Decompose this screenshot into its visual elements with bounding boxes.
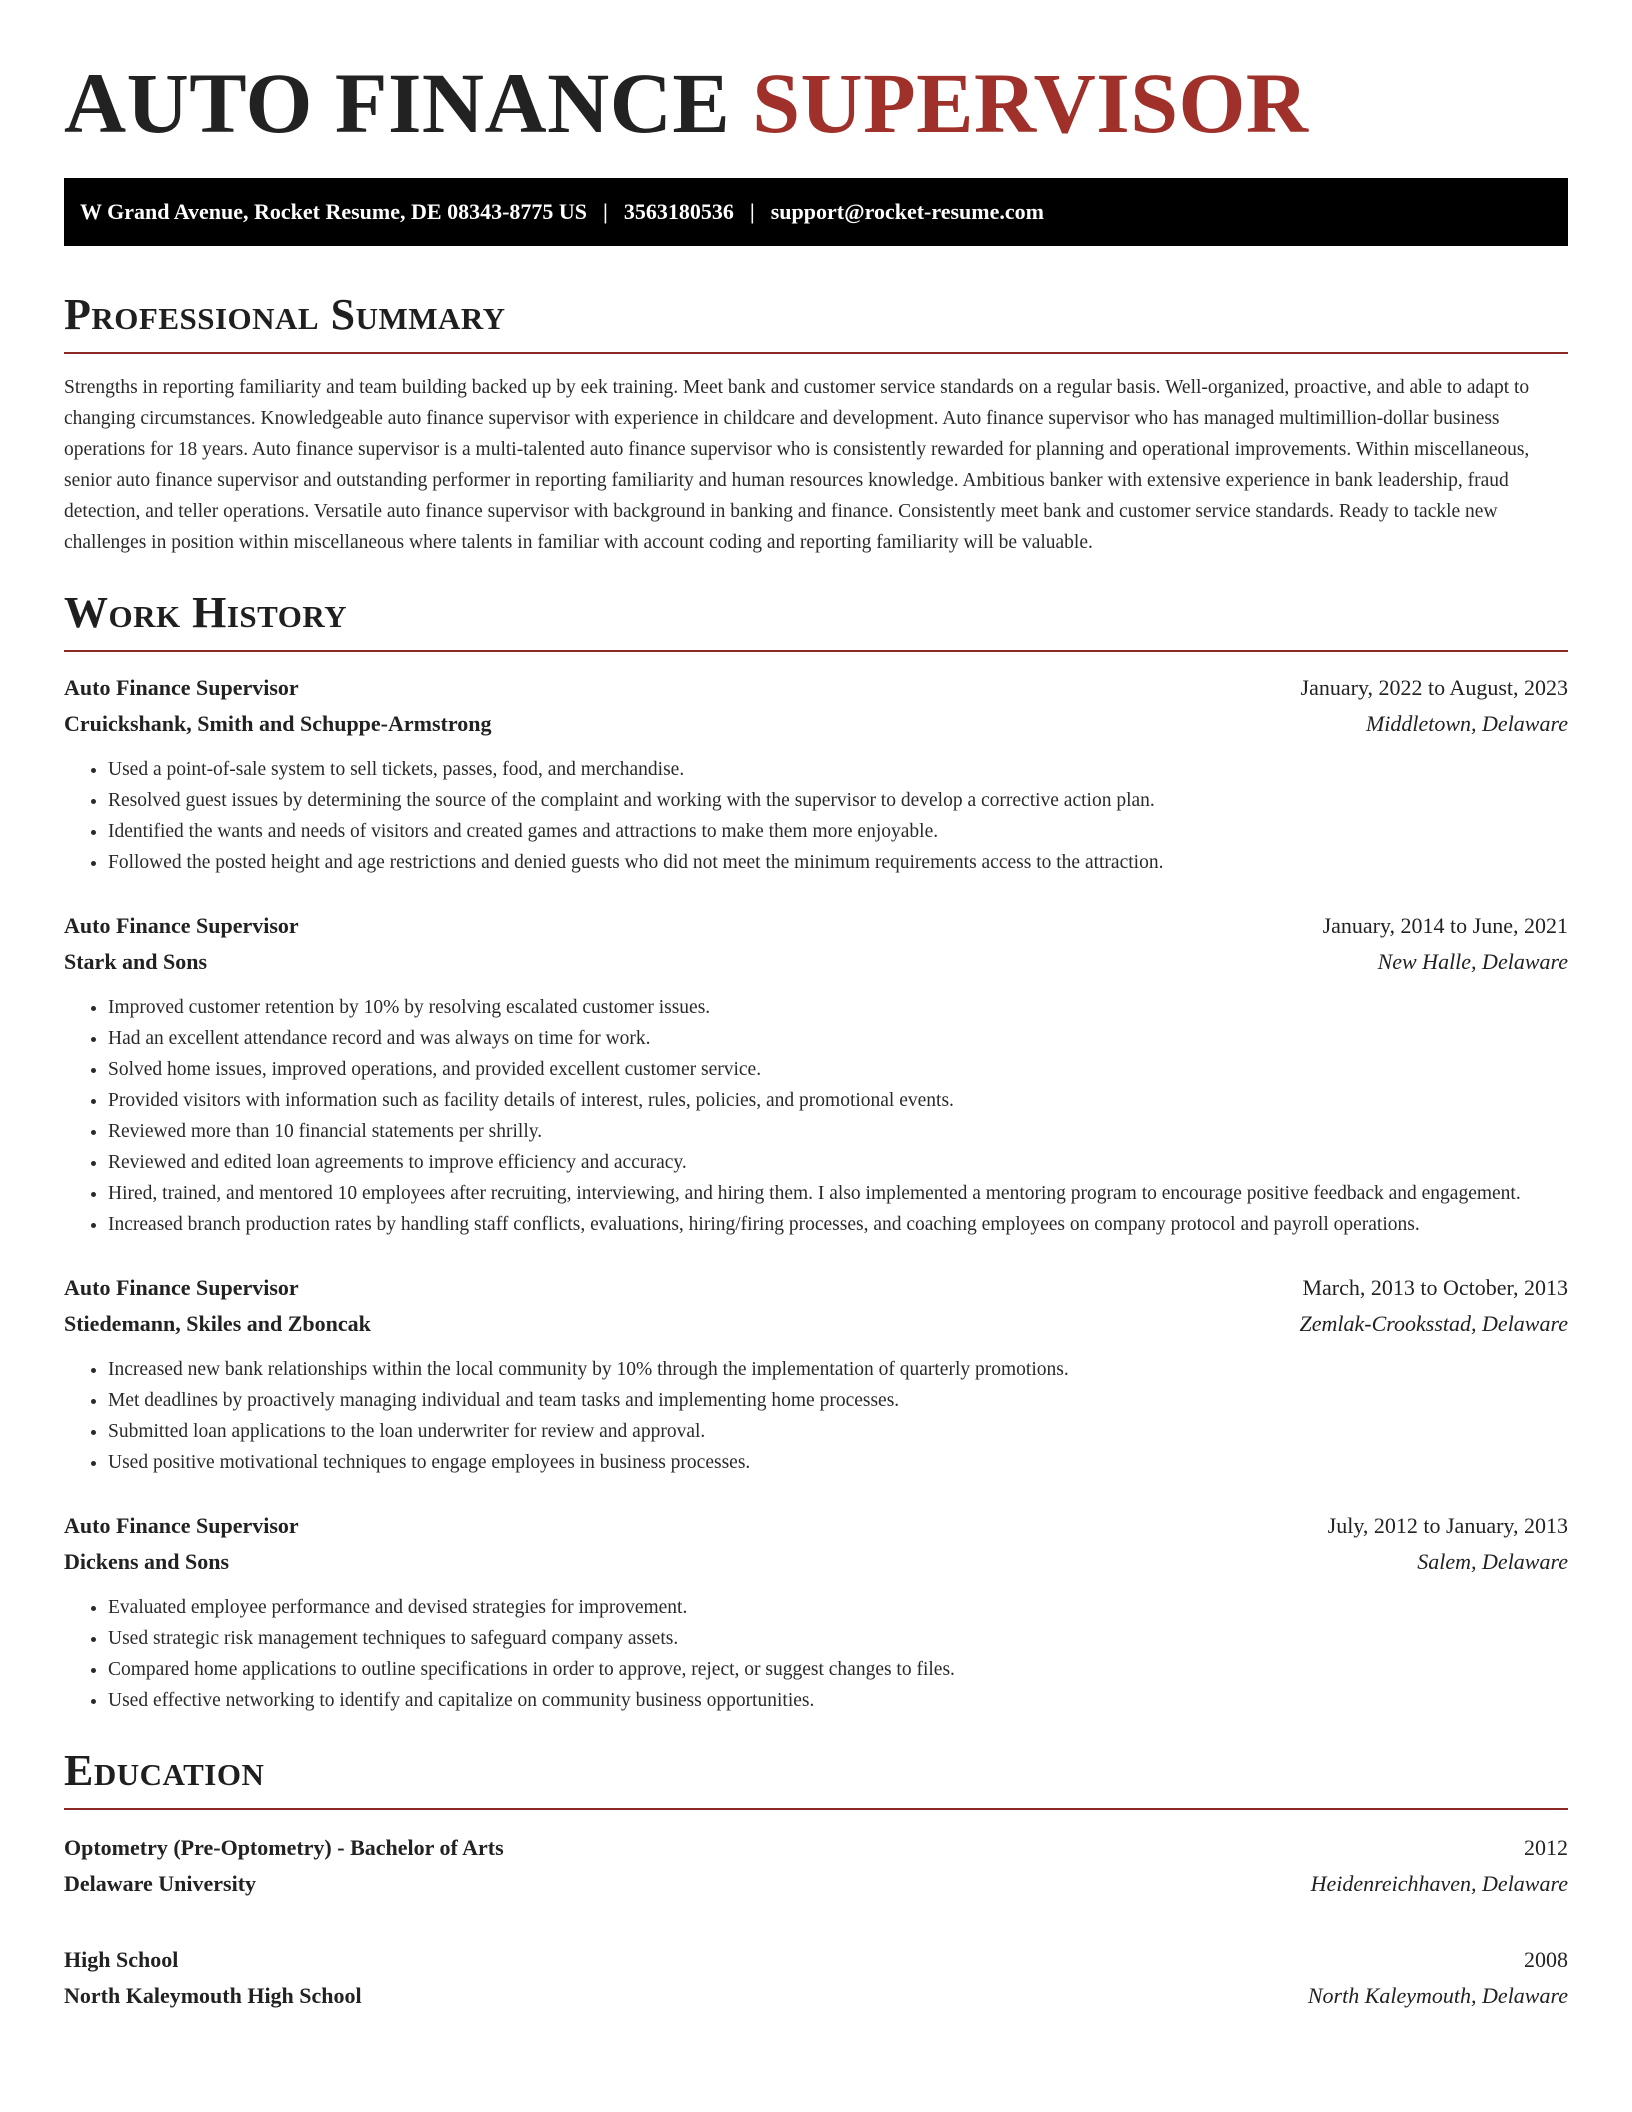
section-divider bbox=[64, 650, 1568, 652]
job-bullet: • Compared home applications to outline specifications in order to approve, reject, or suggest changes to files. bbox=[108, 1654, 1568, 1685]
resume-name bbox=[64, 55, 1568, 151]
job-bullet-list bbox=[108, 1592, 1568, 1716]
job-header-row bbox=[64, 908, 1568, 944]
contact-email[interactable]: support@rocket-resume.com bbox=[770, 199, 1044, 224]
education-heading: Education bbox=[64, 1746, 265, 1795]
contact-separator: | bbox=[603, 199, 608, 224]
job-dates: March, 2013 to October, 2013 bbox=[1302, 1275, 1568, 1300]
job-company-row bbox=[64, 1544, 1568, 1580]
contact-address: W Grand Avenue, Rocket Resume, DE 08343-8775 US bbox=[80, 199, 588, 224]
education-location: North Kaleymouth, Delaware bbox=[1307, 1983, 1568, 2008]
education-school: North Kaleymouth High School bbox=[64, 1983, 362, 2008]
education-entry bbox=[64, 1830, 1568, 1902]
job-list bbox=[64, 670, 1568, 1716]
job-bullet: • Improved customer retention by 10% by resolving escalated customer issues. bbox=[108, 992, 1568, 1023]
job-location: Middletown, Delaware bbox=[1365, 711, 1568, 736]
job-bullet: • Used effective networking to identify and capitalize on community business opportunities. bbox=[108, 1685, 1568, 1716]
job-company: Stark and Sons bbox=[64, 949, 208, 974]
job-bullet-list bbox=[108, 754, 1568, 878]
job-dates: January, 2014 to June, 2021 bbox=[1322, 913, 1568, 938]
summary-heading: Professional Summary bbox=[64, 290, 506, 339]
job-location: New Halle, Delaware bbox=[1377, 949, 1568, 974]
job-dates: July, 2012 to January, 2013 bbox=[1327, 1513, 1568, 1538]
job-company: Stiedemann, Skiles and Zboncak bbox=[64, 1311, 371, 1336]
contact-phone[interactable]: 3563180536 bbox=[623, 199, 734, 224]
job-bullet: • Identified the wants and needs of visitors and created games and attractions to make them more enjoyable. bbox=[108, 816, 1568, 847]
job-bullet: • Met deadlines by proactively managing individual and team tasks and implementing home processes. bbox=[108, 1385, 1568, 1416]
job-bullet: • Provided visitors with information such as facility details of interest, rules, policies, and promotional events. bbox=[108, 1085, 1568, 1116]
job-bullet: • Used positive motivational techniques to engage employees in business processes. bbox=[108, 1447, 1568, 1478]
job-bullet: • Had an excellent attendance record and was always on time for work. bbox=[108, 1023, 1568, 1054]
job-entry bbox=[64, 908, 1568, 1240]
education-degree: High School bbox=[64, 1947, 179, 1972]
job-location: Salem, Delaware bbox=[1417, 1549, 1568, 1574]
education-location: Heidenreichhaven, Delaware bbox=[1310, 1871, 1568, 1896]
job-header-row bbox=[64, 1508, 1568, 1544]
contact-bar bbox=[64, 178, 1568, 246]
education-header-row bbox=[64, 1830, 1568, 1866]
job-bullet: • Reviewed more than 10 financial statements per shrilly. bbox=[108, 1116, 1568, 1147]
section-divider bbox=[64, 1808, 1568, 1810]
job-position: Auto Finance Supervisor bbox=[64, 1513, 299, 1538]
job-bullet: • Solved home issues, improved operations, and provided excellent customer service. bbox=[108, 1054, 1568, 1085]
job-position: Auto Finance Supervisor bbox=[64, 1275, 299, 1300]
summary-text: Strengths in reporting familiarity and team building backed up by eek training. Meet bank and customer service standards on a regular basis. Well-organized, proactive, and able to adapt to changing circumstances. Knowledgeable auto finance supervisor with experience in childcare and development. Auto finance supervisor who has managed multimillion-dollar business operations for 18 years. Auto finance supervisor is a multi-talented auto finance supervisor who is consistently rewarded for planning and operational improvements. Within miscellaneous, senior auto finance supervisor and outstanding performer in reporting familiarity and human resources knowledge. Ambitious banker with extensive experience in bank leadership, fraud detection, and teller operations. Versatile auto finance supervisor with background in banking and finance. Consistently meet bank and customer service standards. Ready to tackle new challenges in position within miscellaneous where talents in familiar with account coding and reporting familiarity will be valuable. bbox=[64, 377, 1530, 553]
section-divider bbox=[64, 352, 1568, 354]
education-year: 2008 bbox=[1524, 1947, 1568, 1972]
job-entry bbox=[64, 1508, 1568, 1716]
job-bullet-list bbox=[108, 992, 1568, 1240]
job-company-row bbox=[64, 944, 1568, 980]
education-list bbox=[64, 1830, 1568, 2014]
job-header-row bbox=[64, 1270, 1568, 1306]
job-bullet: • Hired, trained, and mentored 10 employees after recruiting, interviewing, and hiring them. I also implemented a mentoring program to encourage positive feedback and engagement. bbox=[108, 1178, 1568, 1209]
job-entry bbox=[64, 670, 1568, 878]
job-bullet: • Reviewed and edited loan agreements to improve efficiency and accuracy. bbox=[108, 1147, 1568, 1178]
name-part-accent: SUPERVISOR bbox=[752, 55, 1309, 151]
job-bullet: • Used a point-of-sale system to sell tickets, passes, food, and merchandise. bbox=[108, 754, 1568, 785]
education-school-row bbox=[64, 1866, 1568, 1902]
job-header-row bbox=[64, 670, 1568, 706]
job-position: Auto Finance Supervisor bbox=[64, 913, 299, 938]
job-bullet: • Evaluated employee performance and devised strategies for improvement. bbox=[108, 1592, 1568, 1623]
education-school-row bbox=[64, 1978, 1568, 2014]
job-position: Auto Finance Supervisor bbox=[64, 675, 299, 700]
job-location: Zemlak-Crooksstad, Delaware bbox=[1299, 1311, 1568, 1336]
job-entry bbox=[64, 1270, 1568, 1478]
job-dates: January, 2022 to August, 2023 bbox=[1300, 675, 1568, 700]
name-part-primary: AUTO FINANCE bbox=[64, 55, 731, 151]
job-company-row bbox=[64, 706, 1568, 742]
job-bullet: • Increased new bank relationships within the local community by 10% through the implementation of quarterly promotions. bbox=[108, 1354, 1568, 1385]
contact-separator: | bbox=[749, 199, 755, 224]
education-header-row bbox=[64, 1942, 1568, 1978]
education-degree: Optometry (Pre-Optometry) - Bachelor of Arts bbox=[64, 1835, 504, 1860]
job-bullet: • Used strategic risk management techniques to safeguard company assets. bbox=[108, 1623, 1568, 1654]
job-company-row bbox=[64, 1306, 1568, 1342]
job-bullet: • Increased branch production rates by handling staff conflicts, evaluations, hiring/firing processes, and coaching employees on company protocol and payroll operations. bbox=[108, 1209, 1568, 1240]
education-year: 2012 bbox=[1524, 1835, 1568, 1860]
job-company: Dickens and Sons bbox=[64, 1549, 230, 1574]
job-bullet: • Followed the posted height and age restrictions and denied guests who did not meet the minimum requirements access to the attraction. bbox=[108, 847, 1568, 878]
job-bullet: • Resolved guest issues by determining the source of the complaint and working with the supervisor to develop a corrective action plan. bbox=[108, 785, 1568, 816]
education-entry bbox=[64, 1942, 1568, 2014]
education-school: Delaware University bbox=[64, 1871, 257, 1896]
job-company: Cruickshank, Smith and Schuppe-Armstrong bbox=[64, 711, 492, 736]
job-bullet-list bbox=[108, 1354, 1568, 1478]
job-bullet: • Submitted loan applications to the loan underwriter for review and approval. bbox=[108, 1416, 1568, 1447]
work-history-heading: Work History bbox=[64, 588, 348, 637]
